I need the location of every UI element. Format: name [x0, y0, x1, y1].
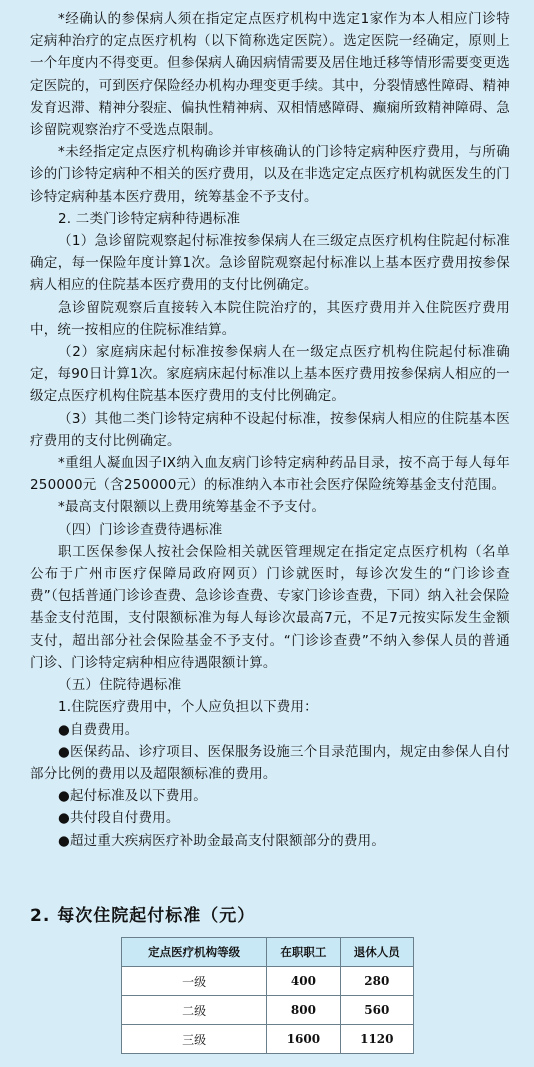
paragraph: *经确认的参保病人须在指定定点医疗机构中选定1家作为本人相应门诊特定病种治疗的定点医疗机构（以下简称选定医院）。选定医院一经确定，原则上一个年度内不得变更。但参保病人确因病情需要及居住地迁移等情形需要变更选定医院的，可到医疗保险经办机构办理变更手续。其中，分裂情感性障碍、精神发育迟滞、精神分裂症、偏执性精神病、双相情感障碍、癫痫所致精神障碍、急诊留院观察治疗不受选点限制。 — [30, 11, 510, 139]
table-header-row — [122, 938, 414, 967]
bullet-item: ●超过重大疾病医疗补助金最高支付限额部分的费用。 — [58, 832, 386, 849]
paragraph: *未经指定定点医疗机构确诊并审核确认的门诊特定病种医疗费用，与所确诊的门诊特定病种不相关的医疗费用，以及在非选定定点医疗机构就医发生的门诊特定病种基本医疗费用，统筹基金不予支付。 — [30, 144, 510, 205]
column-header: 退休人员 — [340, 938, 413, 967]
table-cell: 800 — [267, 996, 340, 1025]
body-text — [0, 8, 534, 852]
paragraph: 1.住院医疗费用中，个人应负担以下费用： — [58, 699, 318, 716]
bullet-item: ●共付段自付费用。 — [58, 810, 180, 827]
column-header: 在职职工 — [267, 938, 340, 967]
paragraph: （3）其他二类门诊特定病种不设起付标准，按参保病人相应的住院基本医疗费用的支付比例确定。 — [30, 410, 510, 449]
section-heading: 2. 每次住院起付标准（元） — [30, 906, 256, 926]
paragraph: 急诊留院观察后直接转入本院住院治疗的，其医疗费用并入住院医疗费用中，统一按相应的住院标准结算。 — [30, 299, 510, 338]
table-cell: 400 — [267, 967, 340, 996]
table-cell: 1600 — [267, 1025, 340, 1054]
table-cell: 280 — [340, 967, 413, 996]
subheading: 2. 二类门诊特定病种待遇标准 — [58, 210, 241, 227]
paragraph: *最高支付限额以上费用统筹基金不予支付。 — [58, 499, 326, 516]
column-header: 定点医疗机构等级 — [122, 938, 267, 967]
bullet-item: ●医保药品、诊疗项目、医保服务设施三个目录范围内，规定由参保人自付部分比例的费用以及超限额标准的费用。 — [30, 743, 510, 782]
paragraph: （2）家庭病床起付标准按参保病人在一级定点医疗机构住院起付标准确定，每90日计算1次。家庭病床起付标准以上基本医疗费用按参保病人相应的一级定点医疗机构住院基本医疗费用的支付比例确定。 — [30, 344, 510, 405]
deductible-table — [121, 937, 414, 1054]
table-cell: 二级 — [122, 996, 267, 1025]
paragraph: 职工医保参保人按社会保险相关就医管理规定在指定定点医疗机构（名单公布于广州市医疗保障局政府网页）门诊就医时，每诊次发生的“门诊诊查费”（包括普通门诊诊查费、急诊诊查费、专家门诊诊查费，下同）纳入社会保险基金支付范围，支付限额标准为每人每诊次最高7元，不足7元按实际发生金额支付，超出部分社会保险基金不予支付。“门诊诊查费”不纳入参保人员的普通门诊、门诊特定病种相应待遇限额计算。 — [30, 543, 510, 671]
table-row — [122, 1025, 414, 1054]
bullet-item: ●起付标准及以下费用。 — [58, 788, 207, 805]
table-cell: 560 — [340, 996, 413, 1025]
table-cell: 一级 — [122, 967, 267, 996]
table-cell: 三级 — [122, 1025, 267, 1054]
table-row — [122, 967, 414, 996]
bullet-item: ●自费费用。 — [58, 721, 139, 738]
paragraph: *重组人凝血因子IX纳入血友病门诊特定病种药品目录，按不高于每人每年250000元（含250000元）的标准纳入本市社会医疗保险统筹基金支付范围。 — [30, 455, 510, 494]
table-cell: 1120 — [340, 1025, 413, 1054]
paragraph: （1）急诊留院观察起付标准按参保病人在三级定点医疗机构住院起付标准确定，每一保险年度计算1次。急诊留院观察起付标准以上基本医疗费用按参保病人相应的住院基本医疗费用的支付比例确定。 — [30, 233, 510, 294]
subheading: （五）住院待遇标准 — [58, 677, 182, 694]
table-row — [122, 996, 414, 1025]
subheading: （四）门诊诊查费待遇标准 — [58, 521, 223, 538]
